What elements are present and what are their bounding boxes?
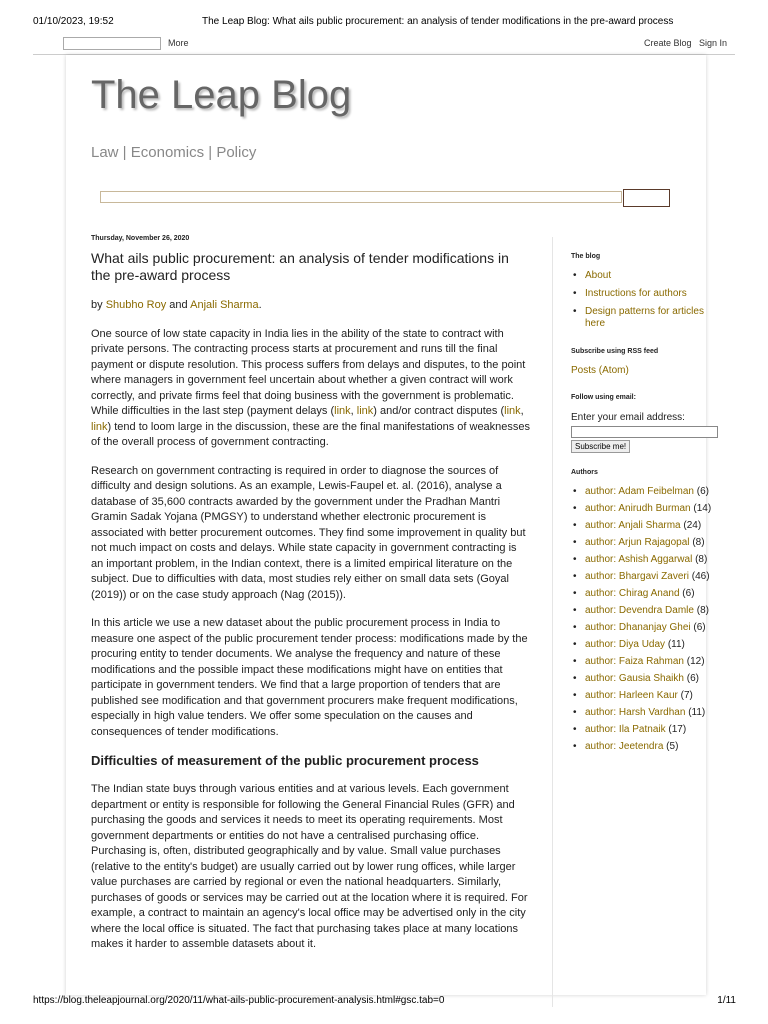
list-item bbox=[571, 724, 721, 736]
author-count: (5) bbox=[666, 741, 679, 752]
byline-and: and bbox=[169, 299, 188, 311]
author-label-link[interactable]: author: Bhargavi Zaveri bbox=[585, 571, 689, 582]
author-label-link[interactable]: author: Diya Uday bbox=[585, 639, 666, 650]
byline-by: by bbox=[91, 299, 103, 311]
post-paragraph-2: Research on government contracting is required in order to diagnose the sources of difficulty and design solutions. As an example, Lewis-Faupel et. al. (2016), analyse a database of 35,600 contracts awarded by the government under the Pradhan Mantri Gramin Sadak Yojana (PMGSY) to understand whether electronic procurement is associated with better procurement outcomes. They find some improvement in quality but not much impact on costs and delays. While state capacity in government contracting is an important problem, in the Indian context, there is a limited empirical literature on the subject. Due to difficulties with data, most studies rely either on small data sets (Goyal (2019)) or on the case study approach (Nag (2015)). bbox=[91, 464, 526, 601]
author-count: (6) bbox=[693, 622, 706, 633]
blog-page bbox=[66, 55, 712, 995]
author-count: (8) bbox=[696, 605, 709, 616]
create-blog-link[interactable]: Create Blog bbox=[644, 38, 692, 48]
author-count: (11) bbox=[667, 639, 685, 650]
blog-search-button[interactable] bbox=[623, 189, 670, 207]
author-label-link[interactable]: author: Anirudh Burman bbox=[585, 503, 691, 514]
list-item bbox=[571, 622, 721, 634]
post-date: Thursday, November 26, 2020 bbox=[91, 235, 190, 242]
author-label-link[interactable]: author: Ila Patnaik bbox=[585, 724, 666, 735]
author-label-link[interactable]: author: Adam Feibelman bbox=[585, 486, 694, 497]
post-column bbox=[91, 235, 531, 966]
author-count: (17) bbox=[668, 724, 687, 735]
blog-title[interactable]: The Leap Blog bbox=[91, 73, 352, 117]
post-byline bbox=[91, 298, 531, 314]
author-label-link[interactable]: author: Dhananjay Ghei bbox=[585, 622, 691, 633]
list-item bbox=[571, 588, 721, 600]
author-count: (8) bbox=[692, 537, 705, 548]
p1-part-c: ) tend to loom large in the discussion, these are the final manifestations of weaknesses of the overall process of government contracting. bbox=[91, 420, 531, 448]
list-item bbox=[571, 656, 721, 668]
author-label-link[interactable]: author: Jeetendra bbox=[585, 741, 664, 752]
author-count: (6) bbox=[696, 486, 709, 497]
navbar-more-link[interactable]: More bbox=[168, 38, 189, 48]
author-label-link[interactable]: author: Ashish Aggarwal bbox=[585, 554, 693, 565]
author-count: (6) bbox=[686, 673, 699, 684]
email-input[interactable] bbox=[571, 426, 718, 438]
author-label-link[interactable]: author: Harleen Kaur bbox=[585, 690, 678, 701]
post-title[interactable]: What ails public procurement: an analysis of tender modifications in the pre-award process bbox=[91, 250, 509, 283]
authors-list bbox=[571, 486, 721, 753]
author-label-link[interactable]: author: Gausia Shaikh bbox=[585, 673, 684, 684]
author-label-link[interactable]: author: Harsh Vardhan bbox=[585, 707, 686, 718]
list-item bbox=[571, 537, 721, 549]
list-item bbox=[571, 707, 721, 719]
payment-delay-link-1[interactable]: link bbox=[334, 405, 351, 417]
list-item bbox=[571, 306, 721, 330]
list-item bbox=[571, 690, 721, 702]
author-label-link[interactable]: author: Arjun Rajagopal bbox=[585, 537, 690, 548]
list-item bbox=[571, 741, 721, 753]
author-label-link[interactable]: author: Devendra Damle bbox=[585, 605, 694, 616]
print-header bbox=[0, 16, 768, 30]
sidebar-blog-heading: The blog bbox=[571, 253, 601, 260]
section-heading: Difficulties of measurement of the public procurement process bbox=[91, 753, 479, 768]
post-paragraph-3: In this article we use a new dataset about the public procurement process in India to measure one aspect of the public procurement tender process: modifications made by the procuring entity to tender documents. We analyse the frequency and nature of these modifications and the possible impact these modifications might have on entities that participate in government tenders. We find that a large proportion of tenders that are published see modification and that government procurers make frequent modifications, especially in high value tenders. We offer some speculation on the causes and consequences of tender modifications. bbox=[91, 617, 528, 738]
about-link[interactable]: About bbox=[585, 270, 612, 281]
p1-comma-1: , bbox=[350, 405, 357, 417]
list-item bbox=[571, 486, 721, 498]
print-page-number: 1/11 bbox=[717, 995, 736, 1006]
list-item bbox=[571, 673, 721, 685]
instructions-link[interactable]: Instructions for authors bbox=[585, 288, 687, 299]
sidebar-email-heading: Follow using email: bbox=[571, 394, 636, 401]
list-item bbox=[571, 554, 721, 566]
sidebar-blog-links bbox=[571, 270, 721, 330]
post-paragraph-4: The Indian state buys through various entities and at various levels. Each government department or entity is responsible for following the General Financial Rules (GFR) and purchasing the goods and services it needs to meet its operating requirements. Most government departments or entities do not have a centralised purchasing office. Purchasing is, often, distributed geographically and by value. Small value purchases (relative to the entity's budget) are usually carried out by lower rung offices, while larger value purchases are carried by regional or even the national headquarters. Similarly, purchases of goods or services may be carried out at the location where it is required. For example, a contract to maintain an agency's local office may be advertised only in the city where the local office is situated. The fact that purchasing takes place at many locations makes it harder to assemble datasets about it. bbox=[91, 783, 528, 950]
print-url: https://blog.theleapjournal.org/2020/11/what-ails-public-procurement-analysis.html#gsc.tab=0 bbox=[33, 995, 445, 1006]
list-item bbox=[571, 503, 721, 515]
navbar-search-input[interactable] bbox=[63, 37, 161, 50]
list-item bbox=[571, 571, 721, 583]
p1-part-a: One source of low state capacity in India lies in the ability of the state to contract with private persons. The contracting process starts at procurement and runs till the final payment or dispute resolution. This process suffers from delays and disputes, to the point where managers in government feel uncertain about whether a given contract will work correctly, and private firms feel that doing business with the government is problematic. While difficulties in the last step (payment delays ( bbox=[91, 327, 526, 417]
list-item bbox=[571, 605, 721, 617]
author-count: (11) bbox=[688, 707, 706, 718]
author-label-link[interactable]: author: Faiza Rahman bbox=[585, 656, 684, 667]
author-link-anjali-sharma[interactable]: Anjali Sharma bbox=[190, 299, 259, 311]
blogger-navbar bbox=[33, 32, 735, 55]
subscribe-button[interactable]: Subscribe me! bbox=[571, 440, 630, 453]
author-count: (8) bbox=[695, 554, 708, 565]
p1-comma-2: , bbox=[520, 405, 524, 417]
list-item bbox=[571, 639, 721, 651]
print-doc-title: The Leap Blog: What ails public procurement: an analysis of tender modifications in the pre-award process bbox=[202, 16, 674, 27]
author-link-shubho-roy[interactable]: Shubho Roy bbox=[105, 299, 167, 311]
author-count: (24) bbox=[683, 520, 702, 531]
print-datetime: 01/10/2023, 19:52 bbox=[33, 16, 114, 27]
rss-posts-link[interactable]: Posts (Atom) bbox=[571, 365, 629, 376]
author-count: (7) bbox=[680, 690, 693, 701]
byline-period: . bbox=[258, 299, 262, 311]
author-count: (14) bbox=[693, 503, 712, 514]
contract-dispute-link-2[interactable]: link bbox=[91, 420, 108, 433]
post-paragraph-1 bbox=[91, 327, 531, 451]
design-patterns-link[interactable]: Design patterns for articles here bbox=[585, 306, 704, 329]
sidebar-rss-heading: Subscribe using RSS feed bbox=[571, 348, 659, 355]
blog-tagline: Law | Economics | Policy bbox=[91, 144, 257, 161]
sidebar bbox=[571, 253, 721, 771]
author-count: (46) bbox=[691, 571, 710, 582]
author-count: (12) bbox=[686, 656, 705, 667]
list-item bbox=[571, 288, 721, 300]
author-label-link[interactable]: author: Anjali Sharma bbox=[585, 520, 681, 531]
list-item bbox=[571, 270, 721, 282]
blog-search-input[interactable] bbox=[100, 191, 622, 203]
author-label-link[interactable]: author: Chirag Anand bbox=[585, 588, 680, 599]
email-label: Enter your email address: bbox=[571, 412, 685, 423]
p1-part-b: ) and/or contract disputes ( bbox=[373, 405, 505, 417]
list-item bbox=[571, 520, 721, 532]
sidebar-authors-heading: Authors bbox=[571, 469, 598, 476]
contract-dispute-link-1[interactable]: link bbox=[504, 405, 521, 417]
sidebar-divider bbox=[552, 237, 553, 1007]
payment-delay-link-2[interactable]: link bbox=[356, 405, 374, 417]
author-count: (6) bbox=[682, 588, 695, 599]
sign-in-link[interactable]: Sign In bbox=[699, 38, 728, 48]
